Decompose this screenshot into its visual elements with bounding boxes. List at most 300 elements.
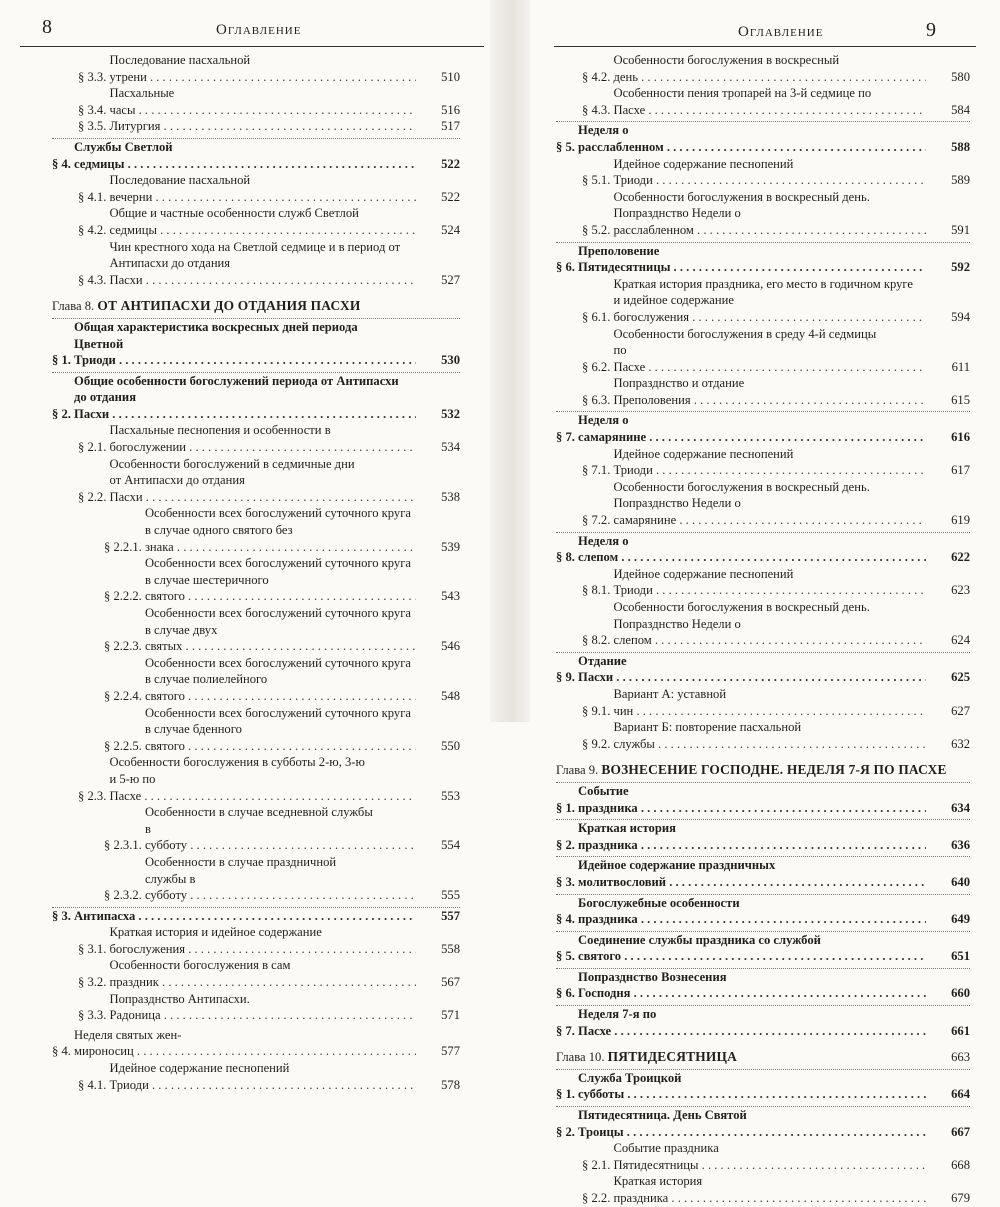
section-number: § 9.2. xyxy=(582,736,614,751)
section-number: § 2.2.1. xyxy=(104,539,145,554)
section-number: § 2.1. xyxy=(78,440,110,455)
section-number: § 3.1. xyxy=(78,941,110,956)
chapter-title: ОТ АНТИПАСХИ ДО ОТДАНИЯ ПАСХИ xyxy=(97,298,361,314)
entry-title xyxy=(613,156,926,189)
toc-entry[interactable] xyxy=(556,652,970,686)
entry-title-line: Последование пасхальной утрени . . . xyxy=(109,52,416,85)
page-ref: 588 xyxy=(951,139,970,154)
entry-title-line: и идейное содержание богослужения . . . xyxy=(613,292,926,325)
toc-entry[interactable] xyxy=(556,856,970,890)
entry-title xyxy=(613,189,926,239)
page-ref: 532 xyxy=(441,406,460,421)
page-ref: 668 xyxy=(951,1157,970,1172)
page-ref: 538 xyxy=(441,489,460,504)
entry-title xyxy=(578,653,926,686)
book-gutter xyxy=(490,0,530,722)
section-number: § 1. xyxy=(52,353,75,368)
entry-title xyxy=(109,754,416,804)
entry-title xyxy=(109,456,416,506)
toc-entry[interactable] xyxy=(52,705,460,755)
entry-title-line: Краткая история праздника . . . xyxy=(578,820,926,853)
entry-title xyxy=(145,605,416,655)
entry-title-line: Общая характеристика воскресных дней периода xyxy=(74,319,358,334)
entry-title-line: в случае двух святых . . . xyxy=(145,622,416,655)
page-ref: 616 xyxy=(951,430,970,445)
entry-title xyxy=(578,820,926,853)
section-number: § 2.3. xyxy=(78,788,110,803)
chapter-heading xyxy=(556,762,970,779)
entry-title-line: Особенности богослужения в субботы 2-ю, 3-ю xyxy=(109,755,365,770)
page-ref: 591 xyxy=(951,222,970,237)
section-number: § 5. xyxy=(556,949,579,964)
right-page-header xyxy=(554,16,976,47)
entry-title xyxy=(613,52,926,85)
toc-entry[interactable] xyxy=(556,931,970,965)
entry-title-line: Неделя о самарянине . . . xyxy=(578,412,926,445)
page-ref: 594 xyxy=(951,309,970,324)
entry-title-line: в случае бденного святого . . . xyxy=(145,721,416,754)
entry-title xyxy=(145,705,416,755)
entry-title-line: Соединение службы праздника со службой святого . . . xyxy=(578,932,926,965)
section-number: § 4.2. xyxy=(78,222,110,237)
section-number: § 3. xyxy=(52,908,75,923)
entry-title-line: Попразднство Антипасхи. Радоница . . . xyxy=(109,991,416,1024)
toc-entry[interactable] xyxy=(556,894,970,928)
page-ref: 624 xyxy=(951,633,970,648)
toc-entry[interactable] xyxy=(556,479,970,529)
toc-entry[interactable] xyxy=(52,118,460,135)
toc-entry[interactable] xyxy=(556,1173,970,1206)
entry-title-line: Особенности богослужения в воскресный день. xyxy=(613,189,870,204)
toc-entry[interactable] xyxy=(556,532,970,566)
toc-entry[interactable] xyxy=(52,372,460,423)
page-ref: 627 xyxy=(951,703,970,718)
entry-title xyxy=(109,239,416,289)
toc-entry[interactable] xyxy=(52,1060,460,1093)
entry-title-line: и 5-ю по Пасхе . . . xyxy=(109,771,416,804)
page-ref: 530 xyxy=(441,353,460,368)
entry-title-line: Особенности всех богослужений суточного круга xyxy=(144,606,411,620)
page-ref: 558 xyxy=(441,941,460,956)
entry-title xyxy=(613,686,926,719)
entry-title-line: Особенности всех богослужений суточного круга xyxy=(144,556,411,571)
entry-title xyxy=(578,895,926,928)
page-ref: 649 xyxy=(951,912,970,927)
section-number: § 7. xyxy=(556,1023,579,1038)
entry-title xyxy=(74,1027,416,1060)
entry-title xyxy=(74,139,416,172)
section-number: § 4. xyxy=(52,156,75,171)
section-number: § 3.3. xyxy=(78,1008,110,1023)
entry-title xyxy=(578,122,926,155)
page-ref: 617 xyxy=(951,463,970,478)
toc-entry[interactable] xyxy=(52,991,460,1024)
entry-title-line: службы в субботу . . . xyxy=(145,871,416,904)
entry-title xyxy=(109,172,416,205)
entry-title xyxy=(109,205,416,238)
page-ref: 660 xyxy=(951,986,970,1001)
page-ref: 667 xyxy=(951,1124,970,1139)
entry-title-line: Антипасхи до отдания Пасхи . . . xyxy=(109,255,416,288)
entry-title xyxy=(613,326,926,376)
page-ref: 567 xyxy=(441,975,460,990)
entry-title-line: Особенности всех богослужений суточного круга xyxy=(144,655,411,670)
page-ref: 539 xyxy=(441,539,460,554)
entry-title-line: Пятидесятница. День Святой Троицы . . . xyxy=(578,1107,926,1140)
entry-title-line: Антипасха . . . xyxy=(74,908,416,925)
entry-title-line: Общие и частные особенности служб Светлой седмицы . . . xyxy=(109,205,416,238)
entry-title-line: Особенности богослужения в воскресный день. xyxy=(613,600,870,614)
page-ref: 524 xyxy=(441,222,460,237)
entry-title-line: Идейное содержание песнопений Триоди . . . xyxy=(613,566,926,599)
section-number: § 4.1. xyxy=(78,1077,110,1092)
toc-entry[interactable] xyxy=(556,85,970,118)
entry-title-line: Особенности в случае праздничной xyxy=(144,854,337,869)
section-number: § 2.2.4. xyxy=(104,688,145,703)
page-ref: 584 xyxy=(951,102,970,117)
section-number: § 4. xyxy=(556,912,579,927)
right-toc xyxy=(556,52,970,1207)
entry-title-line: Богослужебные особенности праздника . . . xyxy=(578,895,926,928)
entry-title-line: Событие праздника . . . xyxy=(578,783,926,816)
chapter-page: 663 xyxy=(951,1050,970,1065)
toc-entry[interactable] xyxy=(52,85,460,118)
page-ref: 527 xyxy=(441,272,460,287)
toc-entry[interactable] xyxy=(52,239,460,289)
page-ref: 623 xyxy=(951,583,970,598)
page-ref: 580 xyxy=(951,69,970,84)
toc-entry[interactable] xyxy=(52,754,460,804)
toc-entry[interactable] xyxy=(556,686,970,719)
entry-title xyxy=(109,924,416,957)
toc-entry[interactable] xyxy=(556,375,970,408)
section-number: § 9. xyxy=(556,670,579,685)
section-number: § 3. xyxy=(556,874,579,889)
toc-entry[interactable] xyxy=(52,505,460,555)
entry-title xyxy=(613,375,926,408)
section-number: § 8.2. xyxy=(582,633,614,648)
section-number: § 7. xyxy=(556,430,579,445)
toc-entry[interactable] xyxy=(52,555,460,605)
left-page-header xyxy=(20,16,484,47)
page-ref: 516 xyxy=(441,102,460,117)
entry-title xyxy=(109,85,416,118)
section-number: § 2.2. xyxy=(582,1191,614,1205)
entry-title-line: Особенности в случае вседневной службы xyxy=(144,805,373,820)
entry-title xyxy=(613,719,926,752)
chapter-title: ПЯТИДЕСЯТНИЦА xyxy=(607,1049,737,1065)
section-number: § 4.2. xyxy=(582,69,614,84)
entry-title xyxy=(578,783,926,816)
entry-title xyxy=(109,991,416,1024)
entry-title xyxy=(109,52,416,85)
entry-title xyxy=(578,533,926,566)
toc-entry[interactable] xyxy=(556,411,970,445)
entry-title xyxy=(613,276,926,326)
entry-title-line: Особенности пения тропарей на 3-й седмице по Пасхе . . . xyxy=(613,85,926,118)
entry-title-line: Попразднство Вознесения Господня . . . xyxy=(578,969,926,1002)
entry-title xyxy=(109,1060,416,1093)
page-ref: 510 xyxy=(441,69,460,84)
toc-entry[interactable] xyxy=(52,172,460,205)
section-number: § 3.3. xyxy=(78,69,110,84)
section-number: § 6.2. xyxy=(582,359,614,374)
entry-title-line: Особенности всех богослужений суточного круга xyxy=(144,506,411,521)
left-running-title: Оглавление xyxy=(216,22,302,38)
chapter-label: Глава 9. xyxy=(556,763,602,778)
entry-title xyxy=(145,555,416,605)
entry-title-line: Неделя святых жен-мироносиц . . . xyxy=(74,1027,416,1060)
toc-entry[interactable] xyxy=(556,599,970,649)
toc-entry[interactable] xyxy=(556,1106,970,1140)
page-ref: 679 xyxy=(951,1191,970,1205)
section-number: § 2.2.5. xyxy=(104,738,145,753)
page-ref: 555 xyxy=(441,888,460,903)
section-number: § 5.1. xyxy=(582,173,614,188)
section-number: § 5. xyxy=(556,139,579,154)
left-page-number: 8 xyxy=(42,16,52,38)
entry-title xyxy=(613,1140,926,1173)
section-number: § 1. xyxy=(556,1087,579,1102)
toc-entry[interactable] xyxy=(556,719,970,752)
toc-entry[interactable] xyxy=(52,1027,460,1060)
toc-entry[interactable] xyxy=(52,957,460,990)
entry-title xyxy=(613,599,926,649)
entry-title xyxy=(578,412,926,445)
entry-title-line: Вариант А: уставной чин . . . xyxy=(613,686,926,719)
entry-title-line: Последование пасхальной вечерни . . . xyxy=(109,172,416,205)
entry-title-line: Пасхальные часы . . . xyxy=(109,85,416,118)
page-ref: 534 xyxy=(441,440,460,455)
toc-entry[interactable] xyxy=(556,782,970,816)
toc-entry[interactable] xyxy=(556,242,970,276)
page-ref: 548 xyxy=(441,688,460,703)
entry-title xyxy=(109,118,416,135)
toc-entry[interactable] xyxy=(52,52,460,85)
entry-title-line: Идейное содержание праздничных молитвословий . . . xyxy=(578,857,926,890)
entry-title xyxy=(578,243,926,276)
right-page-number: 9 xyxy=(926,19,936,41)
toc-entry[interactable] xyxy=(52,318,460,369)
entry-title-line: Цветной Триоди . . . xyxy=(74,336,416,369)
section-number: § 3.5. xyxy=(78,119,110,134)
entry-title-line: Службы Светлой седмицы . . . xyxy=(74,139,416,172)
toc-entry[interactable] xyxy=(52,456,460,506)
section-number: § 1. xyxy=(556,800,579,815)
entry-title-line: Событие праздника Пятидесятницы . . . xyxy=(613,1140,926,1173)
toc-entry[interactable] xyxy=(556,1140,970,1173)
page-ref: 664 xyxy=(951,1087,970,1102)
section-number: § 2.3.1. xyxy=(104,838,145,853)
page-ref: 622 xyxy=(951,550,970,565)
entry-title-line: Отдание Пасхи . . . xyxy=(578,653,926,686)
toc-entry[interactable] xyxy=(556,566,970,599)
entry-title-line: Преполовение Пятидесятницы . . . xyxy=(578,243,926,276)
page-ref: 634 xyxy=(951,800,970,815)
toc-entry[interactable] xyxy=(52,138,460,172)
section-number: § 6. xyxy=(556,260,579,275)
entry-title xyxy=(613,479,926,529)
page-ref: 571 xyxy=(441,1008,460,1023)
chapter-heading xyxy=(52,298,460,315)
entry-title xyxy=(578,857,926,890)
section-number: § 2. xyxy=(556,837,579,852)
entry-title-line: Краткая история и идейное содержание богослужения . . . xyxy=(109,924,416,957)
page-ref: 636 xyxy=(951,837,970,852)
entry-title xyxy=(109,422,416,455)
toc-entry[interactable] xyxy=(52,422,460,455)
entry-title-line: Идейное содержание песнопений Триоди . . . xyxy=(109,1060,416,1093)
page-ref: 550 xyxy=(441,738,460,753)
entry-title-line: Идейное содержание песнопений Триоди . . . xyxy=(613,156,926,189)
toc-entry[interactable] xyxy=(556,156,970,189)
section-number: § 2.2.2. xyxy=(104,589,145,604)
entry-title-line: до отдания Пасхи . . . xyxy=(74,389,416,422)
section-number: § 6. xyxy=(556,986,579,1001)
section-number: § 4.3. xyxy=(78,272,110,287)
toc-entry[interactable] xyxy=(556,276,970,326)
toc-entry[interactable] xyxy=(52,907,460,925)
toc-entry[interactable] xyxy=(556,1069,970,1103)
entry-title-line: Краткая история праздника, его место в годичном круге xyxy=(613,276,913,291)
page-ref: 557 xyxy=(441,908,460,923)
section-number: § 7.1. xyxy=(582,463,614,478)
entry-title-line: Особенности богослужения в среду 4-й седмицы xyxy=(613,326,877,341)
page-ref: 661 xyxy=(951,1023,970,1038)
section-number: § 9.1. xyxy=(582,703,614,718)
page-ref: 543 xyxy=(441,589,460,604)
toc-entry[interactable] xyxy=(556,121,970,155)
entry-title-line: Неделя 7-я по Пасхе . . . xyxy=(578,1006,926,1039)
entry-title xyxy=(613,85,926,118)
left-page xyxy=(0,0,490,1092)
entry-title-line: Особенности всех богослужений суточного круга xyxy=(144,705,411,720)
page-ref: 632 xyxy=(951,736,970,751)
section-number: § 3.2. xyxy=(78,975,110,990)
toc-entry[interactable] xyxy=(556,1005,970,1039)
entry-title xyxy=(145,505,416,555)
toc-entry[interactable] xyxy=(52,804,460,854)
page-ref: 517 xyxy=(441,119,460,134)
page-ref: 553 xyxy=(441,788,460,803)
entry-title xyxy=(613,446,926,479)
entry-title xyxy=(578,969,926,1002)
entry-title-line: Попразднство и отдание Преполовения . . . xyxy=(613,375,926,408)
entry-title-line: Особенности богослужения в воскресный день. xyxy=(613,479,870,494)
entry-title-line: в субботу . . . xyxy=(145,821,416,854)
entry-title xyxy=(74,319,416,369)
page-ref: 578 xyxy=(441,1077,460,1092)
entry-title xyxy=(578,1070,926,1103)
toc-entry[interactable] xyxy=(52,605,460,655)
right-page xyxy=(530,0,1000,1205)
page-ref: 554 xyxy=(441,838,460,853)
page-ref: 546 xyxy=(441,639,460,654)
entry-title-line: Краткая история праздника . . . xyxy=(613,1173,926,1206)
section-number: § 2.1. xyxy=(582,1157,614,1172)
entry-title xyxy=(578,1107,926,1140)
section-number: § 2.2.3. xyxy=(104,639,145,654)
toc-entry[interactable] xyxy=(52,924,460,957)
entry-title xyxy=(145,655,416,705)
entry-title-line: Чин крестного хода на Светлой седмице и в период от xyxy=(109,239,401,254)
section-number: § 4.3. xyxy=(582,102,614,117)
left-toc xyxy=(52,52,460,1093)
section-number: § 7.2. xyxy=(582,513,614,528)
entry-title xyxy=(613,566,926,599)
entry-title-line: Неделя о расслабленном . . . xyxy=(578,122,926,155)
entry-title xyxy=(578,932,926,965)
page-ref: 589 xyxy=(951,173,970,188)
toc-entry[interactable] xyxy=(556,52,970,85)
section-number: § 2. xyxy=(556,1124,579,1139)
section-number: § 6.3. xyxy=(582,392,614,407)
toc-entry[interactable] xyxy=(556,326,970,376)
entry-title-line: Особенности богослужения в сам праздник . . . xyxy=(109,957,416,990)
section-number: § 2.2. xyxy=(78,489,110,504)
entry-title-line: в случае одного святого без знака . . . xyxy=(145,522,416,555)
section-number: § 5.2. xyxy=(582,222,614,237)
entry-title-line: Попразднство Недели о слепом . . . xyxy=(613,616,926,649)
toc-entry[interactable] xyxy=(52,205,460,238)
entry-title xyxy=(109,957,416,990)
entry-title xyxy=(74,908,416,925)
entry-title-line: Особенности богослужения в воскресный день . . . xyxy=(613,52,926,85)
toc-entry[interactable] xyxy=(556,189,970,239)
entry-title-line: Пасхальные песнопения и особенности в богослужении . . . xyxy=(109,422,416,455)
toc-entry[interactable] xyxy=(556,968,970,1002)
entry-title xyxy=(613,1173,926,1206)
entry-title-line: от Антипасхи до отдания Пасхи . . . xyxy=(109,472,416,505)
entry-title-line: Идейное содержание песнопений Триоди . . . xyxy=(613,446,926,479)
page-ref: 640 xyxy=(951,874,970,889)
entry-title xyxy=(74,373,416,423)
section-number: § 3.4. xyxy=(78,102,110,117)
entry-title-line: в случае полиелейного святого . . . xyxy=(145,671,416,704)
entry-title-line: Вариант Б: повторение пасхальной службы . . . xyxy=(613,719,926,752)
entry-title xyxy=(145,854,416,904)
entry-title-line: Особенности богослужений в седмичные дни xyxy=(109,456,355,471)
entry-title-line: Попразднство Недели о самарянине . . . xyxy=(613,495,926,528)
entry-title-line: Попразднство Недели о расслабленном . . . xyxy=(613,205,926,238)
page-ref: 615 xyxy=(951,392,970,407)
page-ref: 522 xyxy=(441,189,460,204)
section-number: § 6.1. xyxy=(582,309,614,324)
toc-entry[interactable] xyxy=(52,854,460,904)
toc-entry[interactable] xyxy=(556,446,970,479)
page-ref: 611 xyxy=(951,359,970,374)
section-number: § 2. xyxy=(52,406,75,421)
page-ref: 577 xyxy=(441,1044,460,1059)
page-ref: 651 xyxy=(951,949,970,964)
chapter-label: Глава 8. xyxy=(52,299,98,314)
section-number: § 4.1. xyxy=(78,189,110,204)
page-ref: 625 xyxy=(951,670,970,685)
entry-title-line: Общие особенности богослужений периода от Антипасхи xyxy=(74,373,399,388)
chapter-heading xyxy=(556,1049,970,1066)
entry-title xyxy=(145,804,416,854)
toc-entry[interactable] xyxy=(52,655,460,705)
right-running-title: Оглавление xyxy=(738,24,824,40)
entry-title-line: Неделя о слепом . . . xyxy=(578,533,926,566)
page-ref: 592 xyxy=(951,260,970,275)
entry-title-line: Литургия . . . xyxy=(109,118,416,135)
section-number: § 8. xyxy=(556,550,579,565)
page-ref: 522 xyxy=(441,156,460,171)
page-ref: 619 xyxy=(951,513,970,528)
entry-title-line: в случае шестеричного святого . . . xyxy=(145,572,416,605)
toc-entry[interactable] xyxy=(556,819,970,853)
